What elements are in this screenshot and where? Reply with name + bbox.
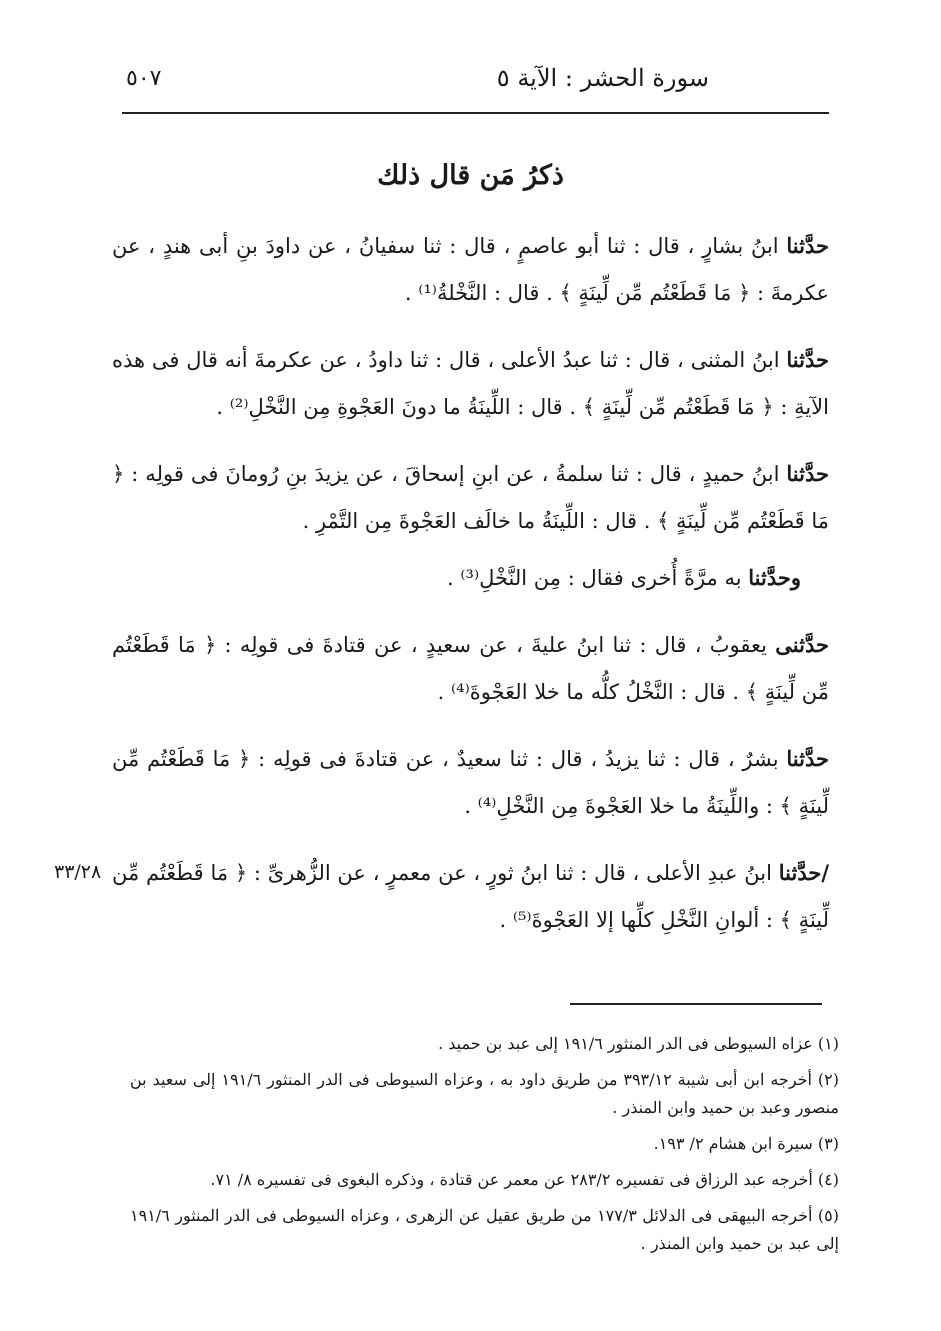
footnotes [130,1030,839,1266]
paragraph-text: ابنُ بشارٍ ، قال : ثنا أبو عاصمٍ ، قال : ثنا سفيانُ ، عن داودَ بنِ أبى هندٍ ، عن عكرمةَ : ﴿ مَا قَطَعْتُم مِّن لِّينَةٍ ﴾ . قال : النَّخْلةُ⁽¹⁾ . [112,234,829,305]
footnote: (٥) أخرجه البيهقى فى الدلائل ١٧٧/٣ من طريق عقيل عن الزهرى ، وعزاه السيوطى فى الدر المنثور ١٩١/٦ إلى عبد بن حميد وابن المنذر . [130,1206,840,1253]
paragraph-lead: حدَّثنا [786,347,829,372]
paragraph [112,222,829,317]
footnote: (٣) سيرة ابن هشام ٢/ ١٩٣. [653,1134,839,1153]
footnote: (١) عزاه السيوطى فى الدر المنثور ١٩١/٦ إلى عبد بن حميد . [438,1034,839,1053]
paragraph-text: به مرَّةً أُخرى فقال : مِن النَّخْلِ⁽³⁾ . [447,566,749,590]
footnote-divider [570,1003,822,1005]
paragraph-text: ابنُ عبدِ الأعلى ، قال : ثنا ابنُ ثورٍ ، عن معمرٍ ، عن الزُّهرىِّ : ﴿ مَا قَطَعْتُم مِّن لِّينَةٍ ﴾ : ألوانِ النَّخْلِ كلِّها إلا العَجْوةَ⁽⁵⁾ . [112,861,829,932]
margin-reference: ٣٣/٢٨ [54,861,102,883]
paragraph-lead: حدَّثنا [786,461,829,486]
section-title: ذكرُ مَن قال ذلك [377,160,564,191]
footnote: (٤) أخرجه عبد الرزاق فى تفسيره ٢٨٣/٢ عن معمر عن قتادة ، وذكره البغوى فى تفسيره ٨/ ٧١. [210,1170,839,1189]
paragraph [54,849,829,944]
main-text [54,222,829,963]
paragraph-text: ابنُ حميدٍ ، قال : ثنا سلمةُ ، عن ابنِ إسحاقَ ، عن يزيدَ بنِ رُومانَ فى قولِه : ﴿ مَا قَطَعْتُم مِّن لِّينَةٍ ﴾ . قال : اللِّينَةُ ما خالَف العَجْوةَ مِن التَّمْرِ . [112,462,829,533]
paragraph-text: ابنُ المثنى ، قال : ثنا عبدُ الأعلى ، قال : ثنا داودُ ، عن عكرمةَ أنه قال فى هذه الآيةِ : ﴿ مَا قَطَعْتُم مِّن لِّينَةٍ ﴾ . قال : اللِّينَةُ ما دونَ العَجْوةِ مِن النَّخْلِ⁽²⁾ . [112,348,829,419]
paragraph-lead: حدَّثنا [786,233,829,258]
paragraph [112,554,829,602]
paragraph [112,735,829,830]
paragraph [112,336,829,431]
paragraph-text: بشرٌ ، قال : ثنا يزيدُ ، قال : ثنا سعيدٌ ، عن قتادةَ فى قولِه : ﴿ مَا قَطَعْتُم مِّن لِّينَةٍ ﴾ : واللِّينَةُ ما خلا العَجْوةَ مِن النَّخْلِ⁽⁴⁾ . [112,747,829,818]
paragraph [112,621,829,716]
paragraph-lead: /حدَّثنا [778,860,829,885]
paragraph-text: يعقوبُ ، قال : ثنا ابنُ عليةَ ، عن سعيدٍ ، عن قتادةَ فى قولِه : ﴿ مَا قَطَعْتُم مِّن لِّينَةٍ ﴾ . قال : النَّخْلُ كلُّه ما خلا العَجْوةَ⁽⁴⁾ . [112,633,829,704]
header-title: سورة الحشر : الآية ٥ [496,64,709,92]
footnote: (٢) أخرجه ابن أبى شيبة ٣٩٣/١٢ من طريق داود به ، وعزاه السيوطى فى الدر المنثور ١٩١/٦ إلى سعيد بن منصور وعبد بن حميد وابن المنذر . [130,1070,839,1117]
page-number: ٥٠٧ [126,66,162,91]
header-divider [122,112,829,114]
paragraph-lead: حدَّثنا [786,746,829,771]
paragraph-lead: وحدَّثنا [748,565,801,590]
paragraph [112,450,829,545]
running-header [122,56,829,108]
paragraph-lead: حدَّثنى [775,632,829,657]
